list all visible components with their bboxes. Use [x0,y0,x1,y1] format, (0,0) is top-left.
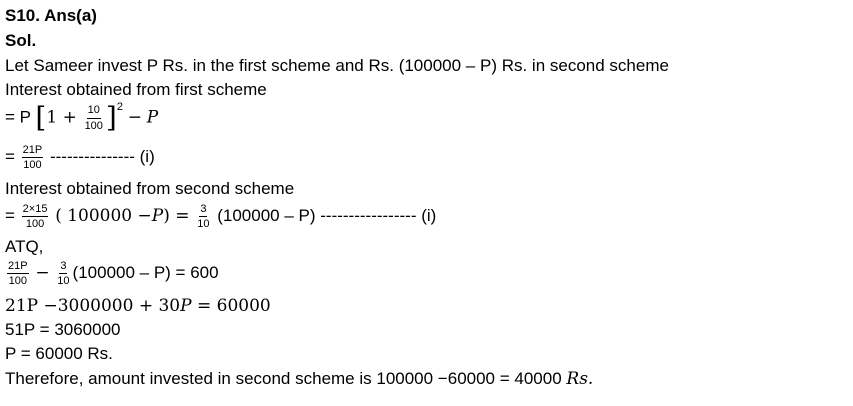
eq4-fraction-1 [7,260,29,287]
eq1-var: P [146,107,159,128]
equation-step-1 [5,296,271,316]
eq1-minus: − [127,107,142,128]
eq1-power: 2 [116,100,123,113]
eq2-lead: = [5,147,15,167]
eq1-frac-denominator: 100 [84,119,103,132]
eq3-mid-var: P [151,206,164,227]
eq4-fraction-2 [56,260,70,287]
first-scheme-heading: Interest obtained from first scheme [5,80,267,99]
eq1-lead: = P [5,107,31,127]
eq4-minus: − [35,263,50,284]
equation-atq [5,260,219,287]
conclusion-text [5,369,593,389]
eq3-frac2-numerator: 3 [199,203,207,217]
eq3-lead: = [5,206,15,226]
eq2-frac-numerator: 21P [22,144,44,158]
equation-step-2: 51P = 3060000 [5,320,121,339]
eq3-tail: (100000 – P) ----------------- (i) [217,206,437,226]
eq3-mid: ( 100000 − [55,206,152,227]
intro-text: Let Sameer invest P Rs. in the first scheme and Rs. (100000 – P) Rs. in second scheme [5,56,669,75]
equation-step-3: P = 60000 Rs. [5,344,113,363]
conclusion-unit: Rs. [566,369,594,389]
eq3-fraction-1 [22,203,49,230]
eq1-one-plus: 1 + [46,107,77,128]
eq3-frac1-denominator: 100 [25,218,45,231]
eq4-frac1-numerator: 21P [7,260,29,274]
eq2-tail: --------------- (i) [49,147,155,167]
eq4-tail: (100000 – P) = 600 [72,263,219,283]
eq1-right-bracket: ] [105,101,117,134]
equation-first-result [5,144,155,171]
eq1-fraction [84,104,104,131]
atq-label: ATQ, [5,237,44,256]
eq3-mid-close: ) = [163,206,190,227]
equation-second-interest [5,203,436,230]
conclusion-main: Therefore, amount invested in second scheme is 100000 −60000 = 40000 [5,369,562,388]
eq1-frac-numerator: 10 [87,104,101,118]
eq4-frac2-denominator: 10 [57,275,70,288]
eq2-fraction [22,144,44,171]
eq3-fraction-2 [196,203,210,230]
eq3-frac1-numerator: 2×15 [22,203,49,217]
eq2-frac-denominator: 100 [23,159,42,172]
answer-header: S10. Ans(a) [5,6,97,25]
eq3-frac2-denominator: 10 [197,218,210,231]
equation-first-interest [5,100,159,134]
solution-label: Sol. [5,31,37,50]
eq5-var: P [180,296,192,316]
eq4-frac1-denominator: 100 [8,275,27,288]
eq1-left-bracket: [ [35,101,47,134]
eq5-tail: = 60000 [191,296,271,316]
second-scheme-heading: Interest obtained from second scheme [5,179,295,198]
eq5-text: 21P −3000000 + 30 [5,296,181,316]
eq4-frac2-numerator: 3 [59,260,67,274]
